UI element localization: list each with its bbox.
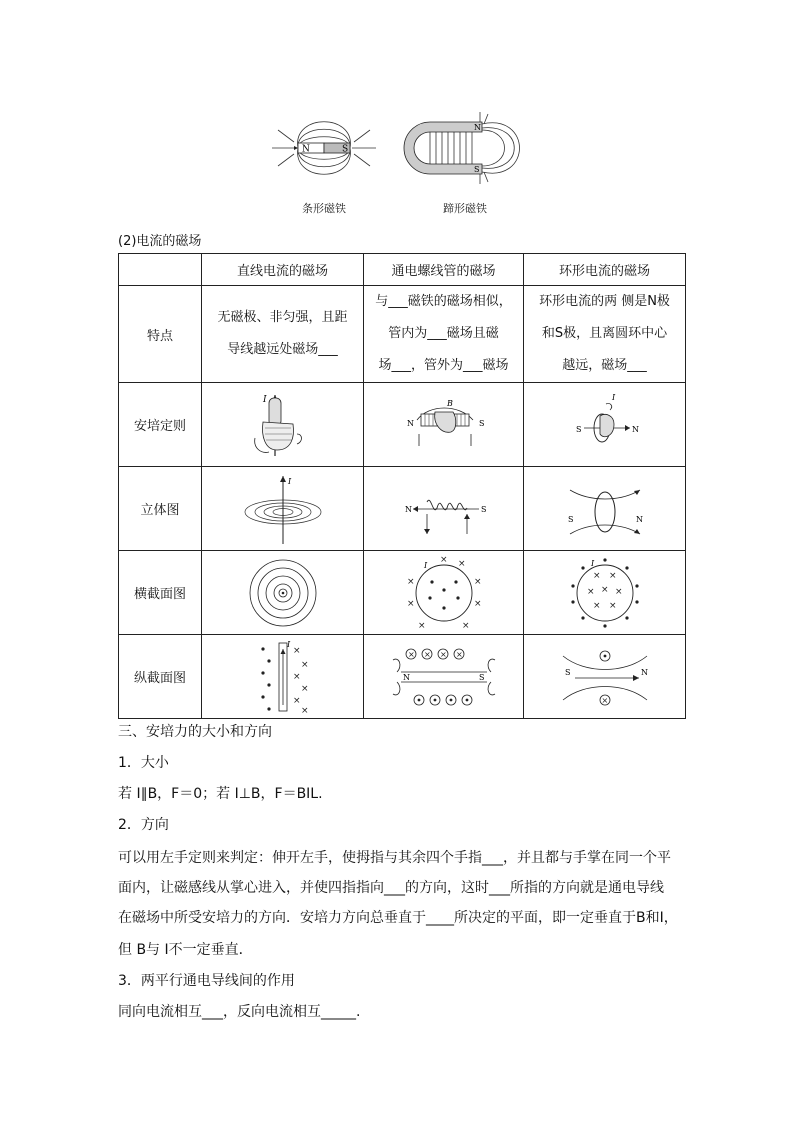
section2-title: (2)电流的磁场	[118, 234, 202, 249]
long-ring-figure	[524, 635, 686, 719]
svg-text:I: I	[286, 639, 290, 649]
feature-solenoid-line-3: 场___，管外为___磁场	[378, 358, 509, 373]
section3-title: 三、安培力的大小和方向	[118, 724, 272, 740]
svg-text:I: I	[590, 558, 594, 568]
svg-text:×: ×	[439, 555, 448, 565]
svg-text:×: ×	[292, 645, 301, 656]
horseshoe-n-label: N	[474, 123, 481, 132]
svg-text:×: ×	[439, 649, 447, 659]
table-row-cross-section	[119, 551, 686, 635]
sub3-text: 同向电流相互___，反向电流相互_____.	[118, 1004, 361, 1020]
header-solenoid: 通电螺线管的磁场	[364, 254, 524, 286]
sub3-title: 3．两平行通电导线间的作用	[118, 973, 295, 989]
3d-solenoid-figure	[364, 467, 524, 551]
header-ring: 环形电流的磁场	[524, 254, 686, 286]
feature-solenoid-line-2: 管内为___磁场且磁	[388, 326, 499, 341]
feature-solenoid	[364, 286, 524, 383]
bar-magnet-figure	[268, 108, 380, 198]
horseshoe-magnet-figure	[400, 108, 530, 198]
3d-straight-figure	[202, 467, 364, 551]
header-straight: 直线电流的磁场	[202, 254, 364, 286]
svg-text:N: N	[404, 504, 412, 514]
table-row-longitudinal-section	[119, 635, 686, 719]
svg-text:S: S	[480, 504, 486, 514]
sub1-title: 1．大小	[118, 755, 169, 771]
row-label-features: 特点	[119, 286, 202, 383]
feature-ring-line-1: 环形电流的两 侧是N极	[539, 294, 670, 309]
long-solenoid-figure	[364, 635, 524, 719]
svg-text:×: ×	[614, 586, 623, 597]
svg-text:×: ×	[407, 649, 415, 659]
table-header-row	[119, 254, 686, 286]
svg-text:×: ×	[592, 570, 601, 581]
table-row-3d-view	[119, 467, 686, 551]
svg-text:×: ×	[461, 620, 470, 630]
cross-ring-figure	[524, 551, 686, 635]
svg-text:N: N	[402, 672, 410, 682]
sub2-line-1: 可以用左手定则来判定：伸开左手，使拇指与其余四个手指___，并且都与手掌在同一个平	[118, 850, 671, 866]
svg-text:×: ×	[406, 598, 415, 609]
svg-text:N: N	[631, 424, 639, 434]
feature-ring	[524, 286, 686, 383]
svg-text:S: S	[478, 418, 484, 428]
svg-text:S: S	[564, 667, 570, 677]
svg-text:×: ×	[586, 586, 595, 597]
table-row-features	[119, 286, 686, 383]
3d-ring-figure	[524, 467, 686, 551]
svg-text:×: ×	[300, 705, 309, 715]
bar-s-label: S	[342, 144, 349, 155]
feature-solenoid-line-1: 与___磁铁的磁场相似，	[375, 294, 512, 309]
long-straight-figure	[202, 635, 364, 719]
svg-text:×: ×	[292, 671, 301, 682]
svg-text:×: ×	[473, 598, 482, 609]
row-label-ampere-rule: 安培定则	[119, 383, 202, 467]
table-row-ampere-rule	[119, 383, 686, 467]
ampere-ring-figure	[524, 383, 686, 467]
feature-straight	[202, 286, 364, 383]
svg-text:S: S	[575, 424, 581, 434]
feature-ring-line-3: 越远，磁场___	[562, 358, 647, 373]
svg-text:×: ×	[608, 570, 617, 581]
feature-straight-line-2: 导线越远处磁场___	[227, 342, 338, 357]
horseshoe-magnet-caption: 蹄形磁铁	[443, 202, 487, 215]
svg-text:×: ×	[608, 600, 617, 611]
svg-text:×: ×	[600, 584, 609, 595]
row-label-cross-section: 横截面图	[119, 551, 202, 635]
svg-text:×: ×	[300, 659, 309, 670]
svg-text:I: I	[262, 394, 267, 405]
sub2-line-3: 在磁场中所受安培力的方向．安培力方向总垂直于____所决定的平面，即一定垂直于B和I，	[118, 910, 678, 926]
svg-text:B: B	[446, 398, 453, 408]
ampere-straight-figure	[202, 383, 364, 467]
sub2-line-4: 但 B与 I不一定垂直．	[118, 942, 253, 958]
svg-text:×: ×	[601, 695, 608, 705]
bar-magnet-caption: 条形磁铁	[302, 202, 346, 215]
svg-text:S: S	[567, 514, 573, 524]
row-label-3d-view: 立体图	[119, 467, 202, 551]
feature-ring-line-2: 和S极，且离圆环中心	[541, 326, 668, 341]
row-label-longitudinal-section: 纵截面图	[119, 635, 202, 719]
feature-straight-line-1: 无磁极、非匀强，且距	[217, 310, 348, 325]
svg-text:×: ×	[455, 649, 463, 659]
svg-text:I: I	[611, 392, 615, 402]
sub2-title: 2．方向	[118, 817, 169, 833]
svg-text:×: ×	[292, 695, 301, 706]
svg-text:I: I	[287, 476, 291, 486]
bar-n-label: N	[302, 144, 310, 155]
svg-text:×: ×	[473, 576, 482, 587]
svg-text:N: N	[406, 418, 414, 428]
sub2-line-2: 面内，让磁感线从掌心进入，并使四指指向___的方向，这时___所指的方向就是通电导线	[118, 880, 664, 896]
cross-solenoid-figure	[364, 551, 524, 635]
svg-text:N: N	[640, 667, 648, 677]
sub1-text: 若 I∥B，F＝0；若 I⊥B，F＝BIL.	[118, 786, 323, 802]
header-blank	[119, 254, 202, 286]
current-field-table	[118, 253, 686, 719]
svg-text:×: ×	[457, 558, 466, 569]
svg-text:×: ×	[300, 683, 309, 694]
horseshoe-s-label: S	[474, 165, 480, 174]
svg-text:I: I	[423, 560, 427, 570]
svg-text:S: S	[478, 672, 484, 682]
svg-text:×: ×	[406, 576, 415, 587]
svg-text:N: N	[635, 514, 643, 524]
svg-text:×: ×	[592, 600, 601, 611]
cross-straight-figure	[202, 551, 364, 635]
svg-text:×: ×	[417, 620, 426, 630]
ampere-solenoid-figure	[364, 383, 524, 467]
svg-text:×: ×	[423, 649, 431, 659]
